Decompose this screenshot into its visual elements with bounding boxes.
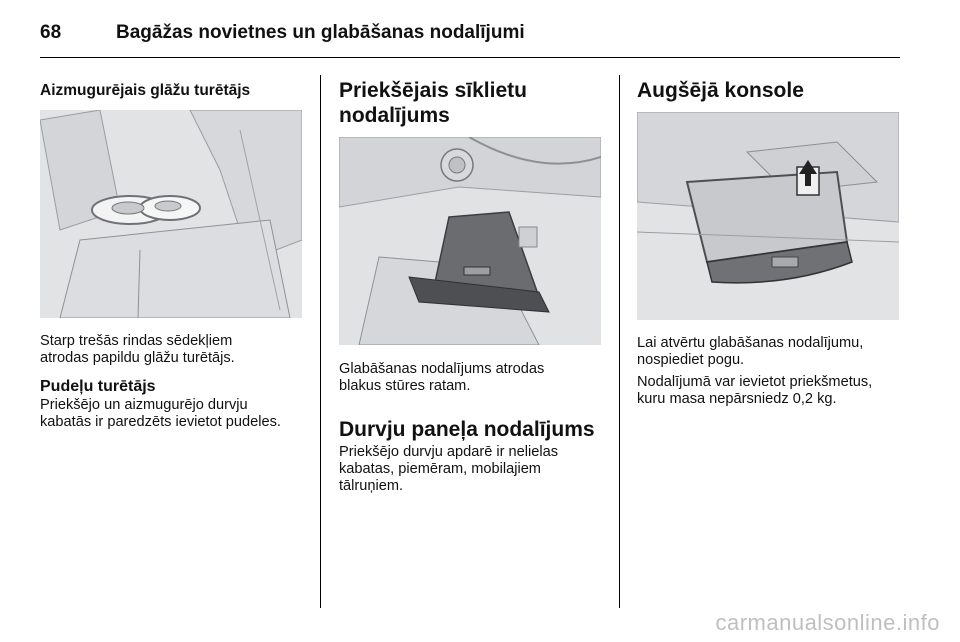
header-rule (40, 57, 900, 58)
front-storage-illustration (339, 137, 601, 345)
section-heading-overhead-console: Augšējā konsole (637, 79, 804, 102)
watermark: carmanualsonline.info (715, 610, 940, 635)
caption-line: Starp trešās rindas sēdekļiem (40, 333, 233, 349)
body-line: kabatās ir paredzēts ievietot pudeles. (40, 414, 281, 430)
section-heading-rear-cupholder: Aizmugurējais glāžu turētājs (40, 82, 251, 99)
rear-cupholder-caption (40, 333, 308, 431)
column-front-storage (339, 70, 609, 128)
caption-line: Glabāšanas nodalījums atrodas (339, 361, 545, 377)
page-header (40, 18, 525, 48)
section-heading-door-pocket: Durvju paneļa nodalījums (339, 418, 595, 441)
caption-line: blakus stūres ratam. (339, 378, 471, 394)
body-line: Priekšējo un aizmugurējo durvju (40, 397, 248, 413)
column-divider (320, 75, 321, 608)
caption-line: atrodas papildu glāžu turētājs. (40, 350, 235, 366)
subheading-bottle-holder: Pudeļu turētājs (40, 378, 156, 395)
section-heading-front-storage-line2: nodalījums (339, 104, 450, 127)
column-overhead-console (637, 70, 907, 103)
front-storage-caption (339, 361, 609, 495)
caption-line: nospiediet pogu. (637, 352, 745, 368)
column-divider (619, 75, 620, 608)
overhead-console-caption (637, 335, 907, 408)
overhead-console-illustration (637, 112, 899, 320)
body-line: Nodalījumā var ievietot priekšmetus, (637, 374, 873, 390)
column-rear-cupholder (40, 70, 308, 101)
body-line: kuru masa nepārsniedz 0,2 kg. (637, 391, 837, 407)
section-heading-front-storage: Priekšējais sīklietu (339, 79, 527, 102)
body-line: Priekšējo durvju apdarē ir nelielas (339, 444, 559, 460)
page-title: Bagāžas novietnes un glabāšanas nodalījumi (116, 22, 525, 43)
rear-cupholder-illustration (40, 110, 302, 318)
page-number: 68 (40, 22, 62, 43)
body-line: kabatas, piemēram, mobilajiem (339, 461, 541, 477)
body-line: tālruņiem. (339, 478, 404, 494)
caption-line: Lai atvērtu glabāšanas nodalījumu, (637, 335, 864, 351)
